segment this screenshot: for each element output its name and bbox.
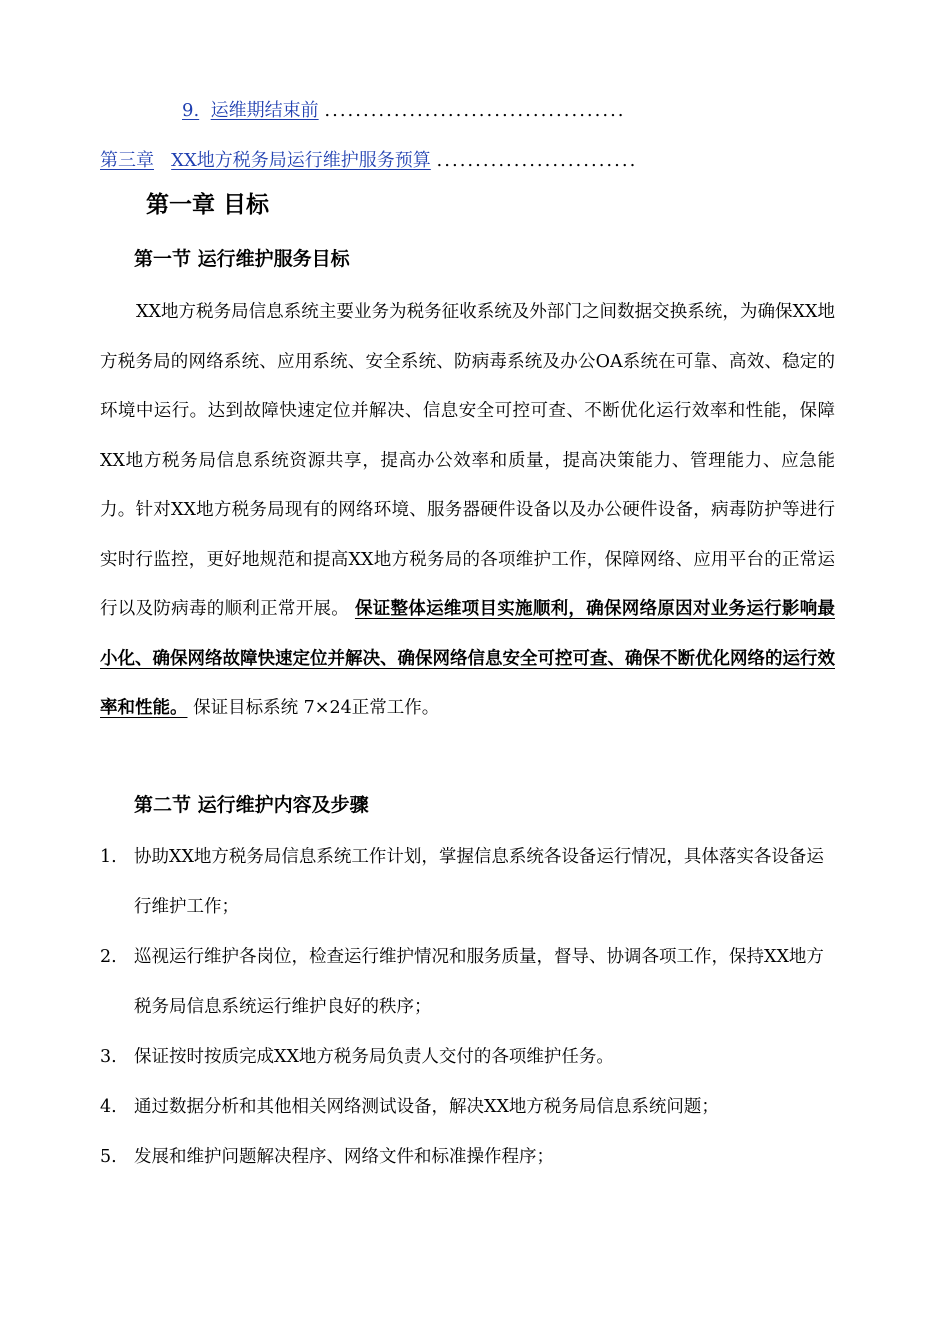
list-item-number: 5. [100, 1147, 117, 1167]
paragraph-tail-text: 保证目标系统 7×24正常工作。 [193, 698, 440, 718]
toc-leader-dots: ....................................... [324, 100, 626, 121]
list-item [100, 1132, 840, 1182]
list-item-number: 1. [100, 847, 117, 867]
toc-leader-dots: .......................... [436, 150, 638, 171]
list-item-number: 2. [100, 947, 117, 967]
list-item-text: 通过数据分析和其他相关网络测试设备，解决XX地方税务局信息系统问题； [134, 1097, 719, 1117]
list-item-text: 发展和维护问题解决程序、网络文件和标准操作程序； [134, 1147, 554, 1167]
toc-entry-9[interactable] [182, 96, 626, 122]
section1-paragraph [100, 288, 835, 734]
list-item-text: 巡视运行维护各岗位，检查运行维护情况和服务质量，督导、协调各项工作，保持XX地方税务局信息系统运行维护良好的秩序； [134, 947, 824, 1017]
toc-entry-number[interactable]: 9. [182, 100, 200, 121]
paragraph-bold-underlined-text: 保证整体运维项目实施顺利，确保网络原因对业务运行影响最小化、确保网络故障快速定位并解决、确保网络信息安全可控可查、确保不断优化网络的运行效率和性能。 [100, 599, 835, 718]
list-item [100, 832, 840, 932]
toc-entry-chapter3[interactable] [100, 146, 637, 172]
paragraph-normal-text: XX地方税务局信息系统主要业务为税务征收系统及外部门之间数据交换系统，为确保XX地方税务局的网络系统、应用系统、安全系统、防病毒系统及办公OA系统在可靠、高效、稳定的环境中运行。达到故障快速定位并解决、信息安全可控可查、不断优化运行效率和性能，保障XX地方税务局信息系统资源共享，提高办公效率和质量，提高决策能力、管理能力、应急能力。针对XX地方税务局现有的网络环境、服务器硬件设备以及办公硬件设备，病毒防护等进行实时行监控，更好地规范和提高XX地方税务局的各项维护工作，保障网络、应用平台的正常运行以及防病毒的顺利正常开展。 [100, 302, 835, 619]
list-item [100, 932, 840, 1032]
toc-entry-number[interactable]: 第三章 [100, 150, 154, 171]
chapter-title: 第一章 目标 [146, 192, 270, 218]
maintenance-steps-list [100, 832, 840, 1182]
list-item [100, 1082, 840, 1132]
toc-entry-title[interactable]: XX地方税务局运行维护服务预算 [171, 150, 431, 171]
list-item-text: 保证按时按质完成XX地方税务局负责人交付的各项维护任务。 [134, 1047, 614, 1067]
list-item-number: 3. [100, 1047, 117, 1067]
list-item-number: 4. [100, 1097, 117, 1117]
section2-title: 第二节 运行维护内容及步骤 [134, 794, 369, 816]
section1-title: 第一节 运行维护服务目标 [134, 248, 350, 270]
list-item [100, 1032, 840, 1082]
list-item-text: 协助XX地方税务局信息系统工作计划，掌握信息系统各设备运行情况，具体落实各设备运行维护工作； [134, 847, 824, 917]
toc-entry-title[interactable]: 运维期结束前 [210, 100, 319, 121]
